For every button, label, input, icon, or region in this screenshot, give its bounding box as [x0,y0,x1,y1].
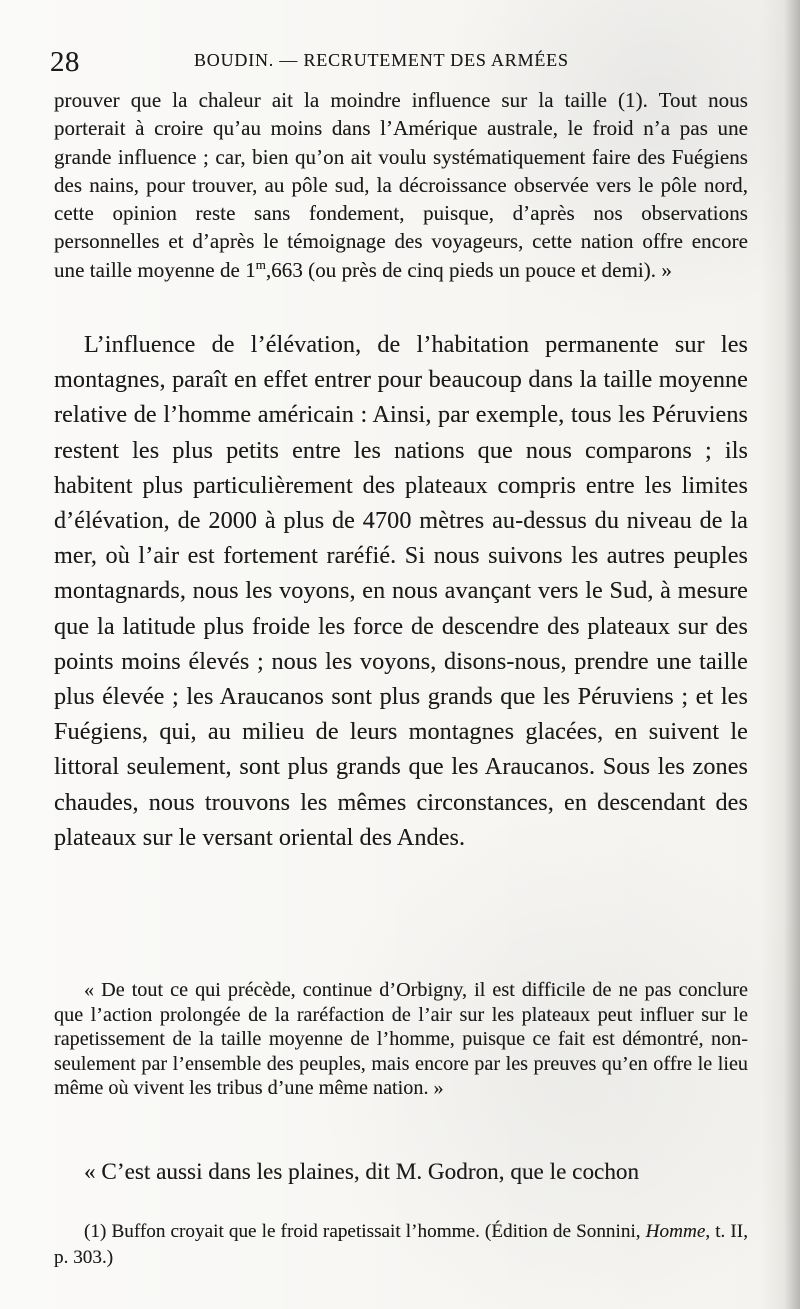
meter-superscript: m [255,256,266,272]
page-header [50,46,750,76]
body-paragraph-1 [54,86,748,284]
paragraph-1-end: ,663 (ou près de cinq pieds un pouce et demi). » [265,257,672,282]
footnote [54,1219,748,1271]
quoted-paragraph-godron: « C’est aussi dans les plaines, dit M. Godron, que le cochon [84,1159,640,1185]
footnote-text-end: , t. II, p. 303.) [54,1221,748,1268]
body-paragraph-2: L’influence de l’élévation, de l’habitation permanente sur les montagnes, paraît en effet entrer pour beaucoup dans la taille moyenne relative de l’homme américain : Ainsi, par exemple, tous les Péruviens restent les plus petits entre les nations que nous comparons ; ils habitent plus particulièrement des plateaux compris entre les limites d’élévation, de 2000 à plus de 4700 mètres au-dessus du niveau de la mer, où l’air est fortement raréfié. Si nous suivons les autres peuples montagnards, nous les voyons, en nous avançant vers le Sud, à mesure que la latitude plus froide les force de descendre des plateaux sur des points moins élevés ; nous les voyons, disons-nous, prendre une taille plus élevée ; les Araucanos sont plus grands que les Péruviens ; et les Fuégiens, qui, au milieu de leurs montagnes glacées, en suivent le littoral seulement, sont plus grands que les Araucanos. Sous les zones chaudes, nous trouvons les mêmes circonstances, en descendant des plateaux sur le versant oriental des Andes. [54,331,748,851]
running-head: BOUDIN. — RECRUTEMENT DES ARMÉES [194,50,569,70]
page-gutter-shadow [784,0,800,1309]
page-number: 28 [50,46,80,78]
footnote-text-start: (1) Buffon croyait que le froid rapetissait l’homme. (Édition de Sonnini, [84,1221,646,1242]
paragraph-1-text: prouver que la chaleur ait la moindre influence sur la taille (1). Tout nous porterait à croire qu’au moins dans l’Amérique australe, le froid n’a pas une grande influence ; car, bien qu’on ait voulu systématiquement faire des Fuégiens des nains, pour trouver, au pôle sud, la décroissance observée vers le pôle nord, cette opinion reste sans fondement, puisque, d’après nos observations personnelles et d’après le témoignage des voyageurs, cette nation offre encore une taille moyenne de 1 [54,88,748,282]
quoted-paragraph-orbigny: « De tout ce qui précède, continue d’Orbigny, il est difficile de ne pas conclure que l’action prolongée de la raréfaction de l’air sur les plateaux peut influer sur le rapetissement de la taille moyenne de l’homme, puisque ce fait est démontré, non-seulement par l’ensemble des peuples, mais encore par les preuves qu’en offre le lieu même où vivent les tribus d’une même nation. » [54,979,748,1100]
footnote-italic-title: Homme [645,1221,706,1242]
